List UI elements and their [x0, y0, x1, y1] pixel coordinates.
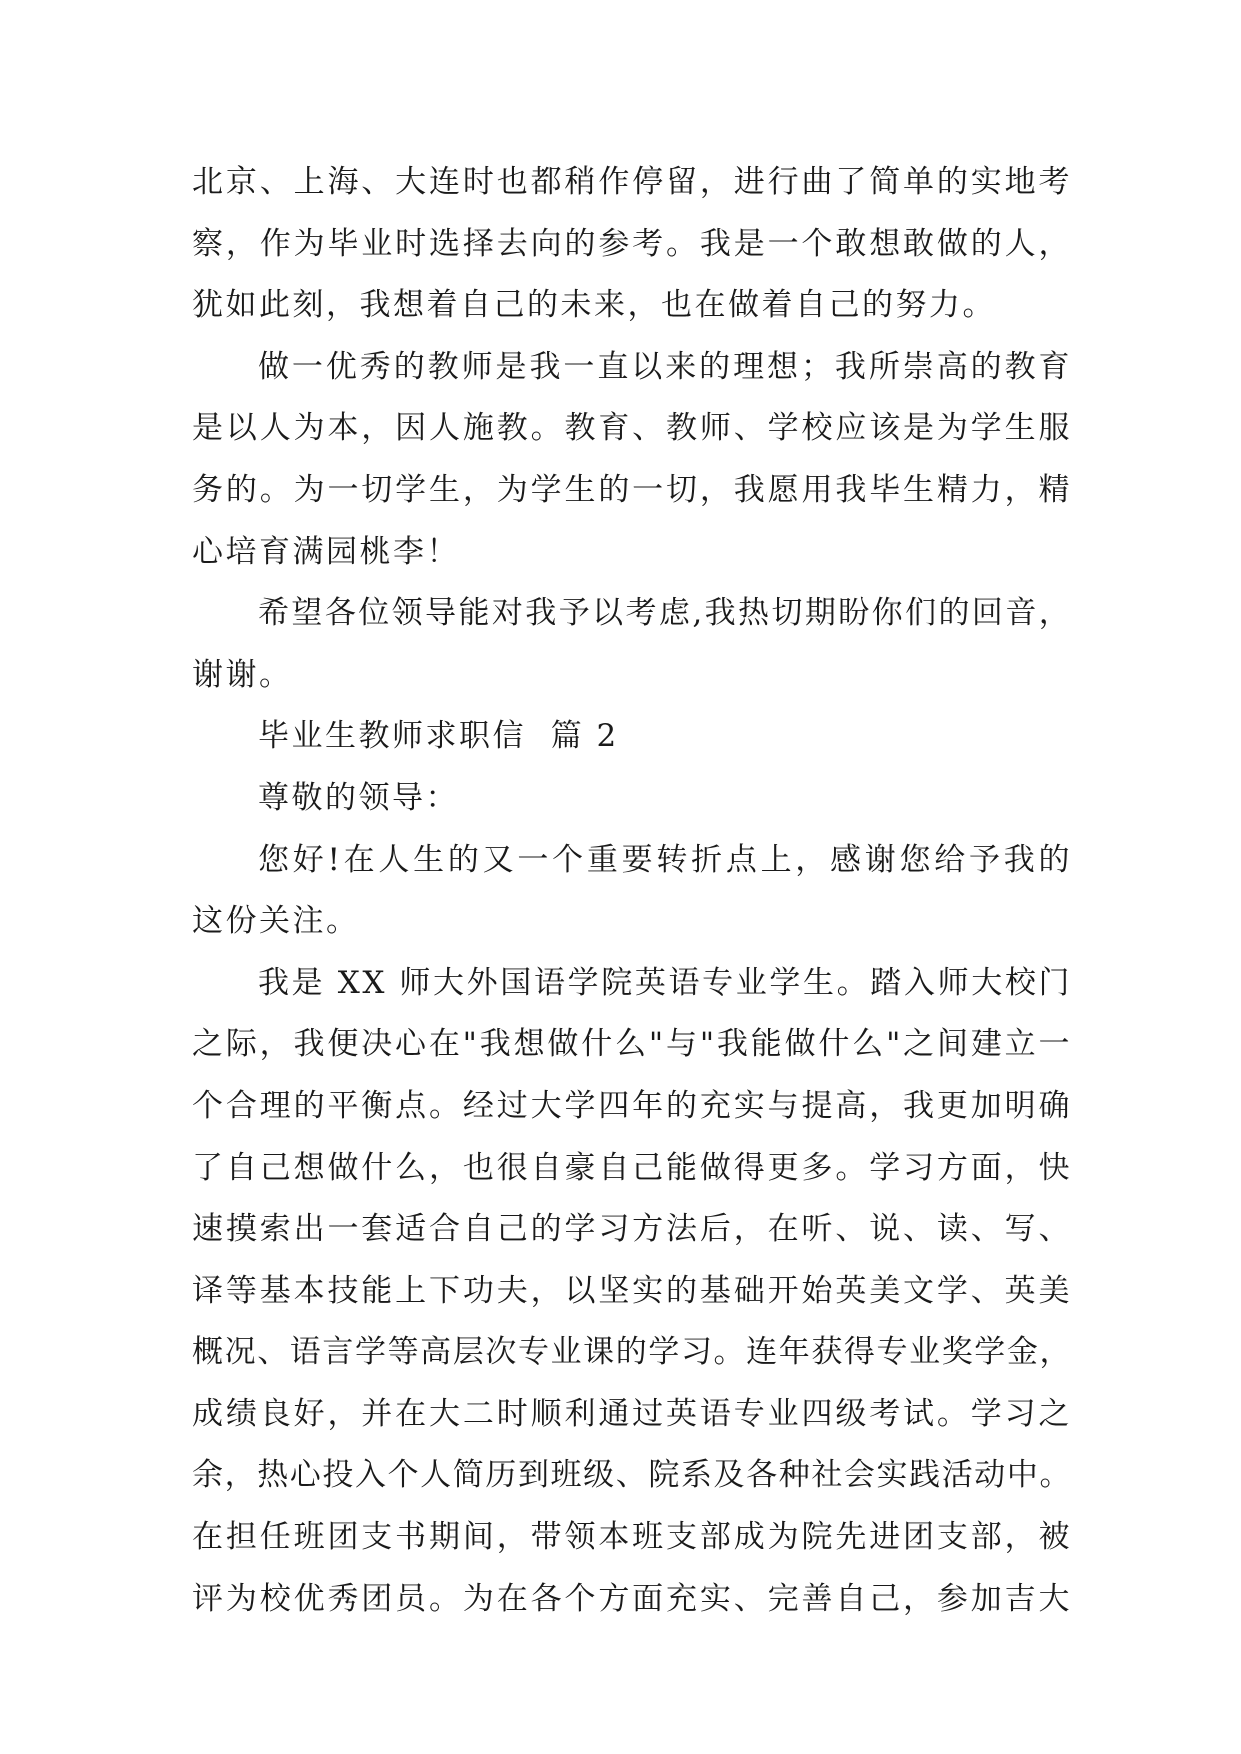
text-line: 谢谢。: [192, 656, 293, 693]
text-line: 之际，我便决心在"我想做什么"与"我能做什么"之间建立一: [192, 1026, 1072, 1063]
document-page: [192, 152, 1072, 1630]
paragraph-first-line: 做一优秀的教师是我一直以来的理想；我所崇高的教育: [258, 348, 1072, 385]
text-line: 余，热心投入个人简历到班级、院系及各种社会实践活动中。: [192, 1457, 1072, 1494]
text-line: 在担任班团支书期间，带领本班支部成为院先进团支部，被: [192, 1519, 1072, 1556]
paragraph-first-line: 我是 XX 师大外国语学院英语专业学生。踏入师大校门: [258, 964, 1072, 1001]
text-line: 个合理的平衡点。经过大学四年的充实与提高，我更加明确: [192, 1087, 1072, 1124]
paragraph-first-line: 希望各位领导能对我予以考虑,我热切期盼你们的回音，: [258, 595, 1072, 632]
text-line: 心培育满园桃李！: [192, 533, 460, 570]
text-line: 了自己想做什么，也很自豪自己能做得更多。学习方面，快: [192, 1149, 1072, 1186]
text-line: 察，作为毕业时选择去向的参考。我是一个敢想敢做的人，: [192, 225, 1072, 262]
text-line: 评为校优秀团员。为在各个方面充实、完善自己，参加吉大: [192, 1580, 1072, 1617]
text-line: 概况、语言学等高层次专业课的学习。连年获得专业奖学金，: [192, 1334, 1072, 1371]
text-line: 犹如此刻，我想着自己的未来，也在做着自己的努力。: [192, 287, 996, 324]
text-line: 这份关注。: [192, 903, 360, 940]
text-line: 译等基本技能上下功夫，以坚实的基础开始英美文学、英美: [192, 1272, 1072, 1309]
section-heading: 毕业生教师求职信 篇 2: [258, 718, 619, 755]
text-line: 成绩良好，并在大二时顺利通过英语专业四级考试。学习之: [192, 1395, 1072, 1432]
paragraph-first-line: 您好!在人生的又一个重要转折点上，感谢您给予我的: [258, 841, 1072, 878]
text-line: 是以人为本，因人施教。教育、教师、学校应该是为学生服: [192, 410, 1072, 447]
salutation: 尊敬的领导：: [258, 779, 459, 816]
text-line: 务的。为一切学生，为学生的一切，我愿用我毕生精力，精: [192, 471, 1072, 508]
text-line: 速摸索出一套适合自己的学习方法后，在听、说、读、写、: [192, 1211, 1072, 1248]
text-line: 北京、上海、大连时也都稍作停留，进行曲了简单的实地考: [192, 164, 1072, 200]
